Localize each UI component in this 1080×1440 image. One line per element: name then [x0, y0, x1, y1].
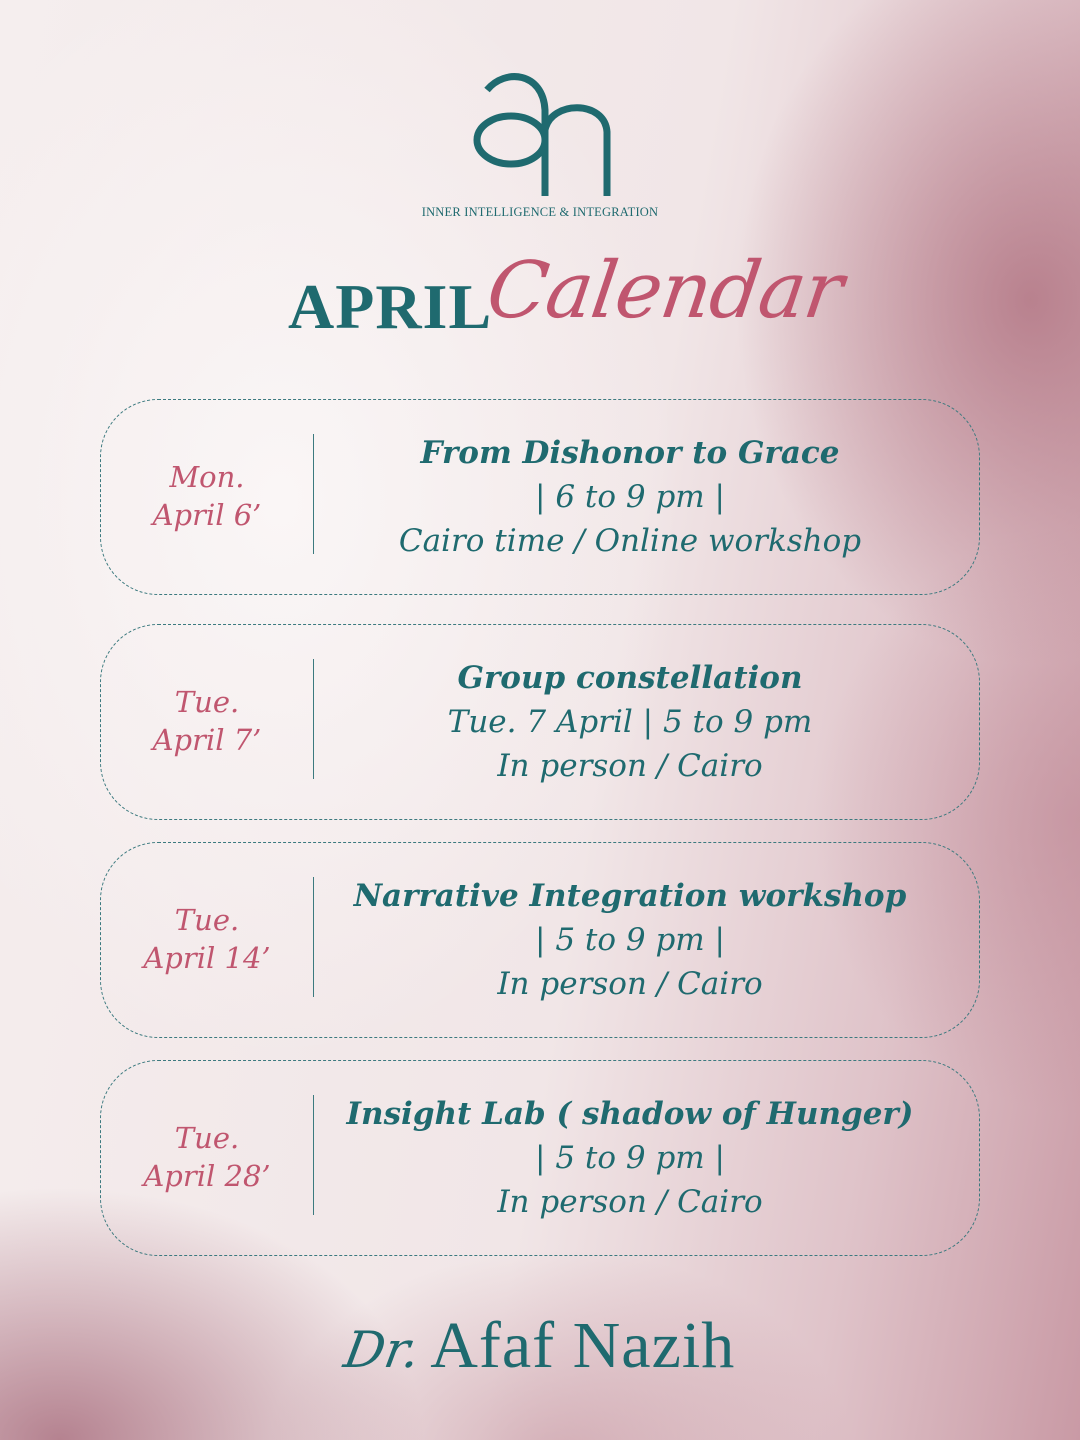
author-prefix: Dr. [339, 1321, 425, 1379]
event-day: Mon. [169, 460, 245, 495]
event-time: | 6 to 9 pm | [535, 478, 725, 515]
event-day-date: April 7’ [152, 723, 262, 757]
event-details: Cairo time / Online workshop [398, 523, 862, 560]
event-title: Narrative Integration workshop [353, 877, 907, 914]
event-details: In person / Cairo [497, 1184, 763, 1221]
card-divider [313, 434, 314, 554]
event-card [100, 624, 980, 820]
card-divider [313, 659, 314, 779]
title-month: APRIL [288, 271, 493, 342]
event-card [100, 1060, 980, 1256]
event-date [101, 400, 313, 594]
event-card [100, 842, 980, 1038]
page-title [0, 246, 1080, 350]
event-day: Tue. [174, 685, 240, 720]
event-date [101, 1061, 313, 1255]
event-details: In person / Cairo [497, 748, 763, 785]
event-day: Tue. [174, 1121, 240, 1156]
event-day-date: April 28’ [143, 1159, 271, 1193]
event-info [315, 400, 945, 594]
event-title: Insight Lab ( shadow of Hunger) [346, 1095, 914, 1132]
event-day-date: April 14’ [143, 941, 271, 975]
event-time: Tue. 7 April | 5 to 9 pm [447, 703, 813, 740]
author-name: Afaf Nazih [430, 1309, 736, 1382]
event-info [315, 1061, 945, 1255]
event-card [100, 399, 980, 595]
event-time: | 5 to 9 pm | [535, 921, 725, 958]
event-details: In person / Cairo [497, 966, 763, 1003]
brand-tagline: INNER INTELLIGENCE & INTEGRATION [421, 205, 659, 219]
an-monogram-icon [465, 70, 615, 202]
card-divider [313, 877, 314, 997]
event-day: Tue. [174, 903, 240, 938]
event-day-date: April 6’ [152, 498, 262, 532]
title-word: Calendar [481, 246, 848, 336]
event-title: Group constellation [457, 659, 803, 696]
event-time: | 5 to 9 pm | [535, 1139, 725, 1176]
author-signature [0, 1308, 1080, 1384]
event-info [315, 843, 945, 1037]
event-date [101, 843, 313, 1037]
event-info [315, 625, 945, 819]
event-title: From Dishonor to Grace [420, 434, 840, 471]
event-date [101, 625, 313, 819]
card-divider [313, 1095, 314, 1215]
